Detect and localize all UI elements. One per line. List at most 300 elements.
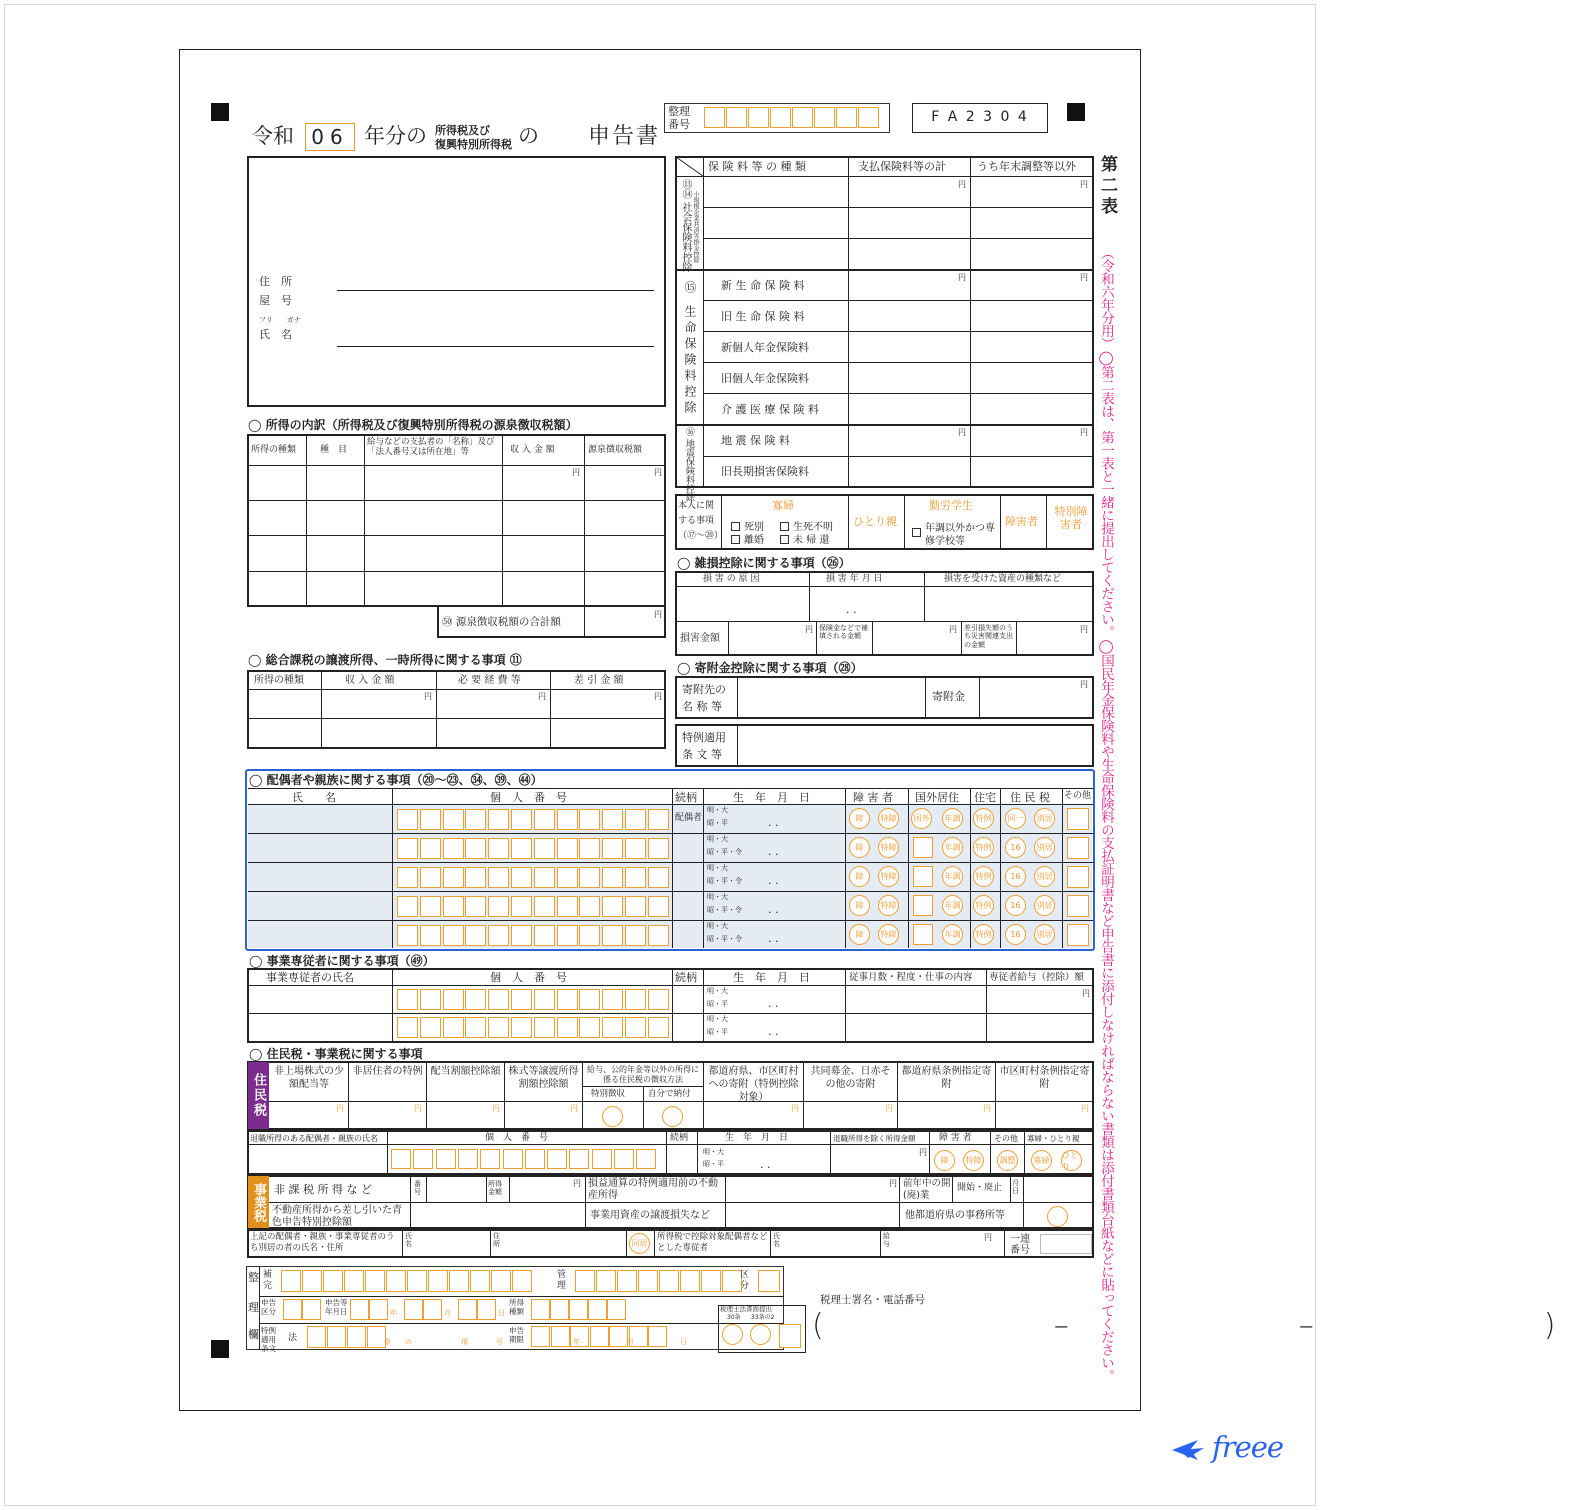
dep-abroad-cell[interactable]: [913, 924, 933, 945]
office-ko: 項: [461, 1338, 468, 1346]
office-day: 日: [498, 1309, 505, 1317]
check-missing[interactable]: 生死不明: [793, 522, 833, 533]
serial-field[interactable]: [1040, 1234, 1092, 1254]
rec-cell[interactable]: [648, 1326, 667, 1347]
disabled-option[interactable]: 障害者: [1005, 515, 1038, 528]
dep-number-cell[interactable]: [420, 896, 441, 917]
donation-title: ◯ 寄附金控除に関する事項（㉘）: [677, 661, 863, 675]
phone-field[interactable]: ( – – ): [812, 1308, 1577, 1343]
ret-h6: 障 害 者: [939, 1133, 972, 1143]
insurance-h2: 支払保険料等の計: [858, 160, 946, 173]
supp-cell[interactable]: [281, 1270, 301, 1292]
side-note: （令和六年分用）◯第二表は、第一表と一緒に提出してください。◯国民年金保険料や生命保険料の支払証明書など申告書に添付しなければならない書類は添付書類台紙などに貼ってください。: [1098, 246, 1114, 1382]
name-line[interactable]: [337, 346, 654, 347]
emp-number-cell[interactable]: [602, 989, 623, 1010]
dep-number-cell[interactable]: [397, 838, 418, 859]
yen-mark: 円: [654, 692, 662, 701]
dep-option-circle[interactable]: 障: [849, 837, 870, 858]
kind-cell[interactable]: [531, 1299, 550, 1320]
yen-mark: 円: [1080, 428, 1088, 437]
emp-number-cell[interactable]: [534, 989, 555, 1010]
app-div-cell[interactable]: [283, 1299, 302, 1320]
dep-number-cell[interactable]: [443, 925, 464, 946]
working-student-option[interactable]: 勤労学生: [929, 499, 973, 512]
diagonal-header-cell: [676, 157, 703, 176]
emp-number-cell[interactable]: [420, 1017, 441, 1038]
dep-number-cell[interactable]: [443, 896, 464, 917]
year-field[interactable]: 06: [305, 123, 355, 151]
dep-number-cell[interactable]: [488, 809, 509, 830]
shop-label: 屋 号: [259, 294, 292, 307]
dep-option-circle[interactable]: 16: [1005, 866, 1026, 887]
ret-h7: その他: [994, 1134, 1018, 1143]
ret-number-cell[interactable]: [480, 1149, 500, 1169]
mgmt-cell[interactable]: [596, 1270, 616, 1292]
dep-era2: 昭・平・令: [707, 906, 742, 914]
rec-cell[interactable]: [609, 1326, 628, 1347]
dep-number-cell[interactable]: [397, 925, 418, 946]
dep-option-circle[interactable]: 年調: [942, 837, 963, 858]
ret-h1: 退職所得のある配偶者・親族の氏名: [250, 1134, 378, 1143]
quake-row-2: 旧長期損害保険料: [721, 465, 809, 478]
dep-number-cell[interactable]: [465, 925, 486, 946]
dep-number-cell[interactable]: [511, 838, 532, 859]
yen-mark: 円: [791, 1104, 799, 1113]
dep-number-cell[interactable]: [648, 925, 669, 946]
dep-number-cell[interactable]: [511, 809, 532, 830]
special-collection-circle[interactable]: [602, 1106, 623, 1127]
tax-line1: 所得税及び: [435, 124, 490, 137]
dep-option-circle[interactable]: 特例: [973, 895, 994, 916]
law-cell[interactable]: [327, 1326, 346, 1348]
dep-number-cell[interactable]: [579, 838, 600, 859]
dep-number-cell[interactable]: [557, 838, 578, 859]
yen-mark: 円: [919, 1148, 927, 1157]
law-cell[interactable]: [347, 1326, 366, 1348]
dep-number-cell[interactable]: [557, 867, 578, 888]
biz-date: 月日: [1012, 1179, 1019, 1196]
art30-circle[interactable]: [722, 1324, 743, 1345]
spouse-rel: 配偶者: [675, 813, 703, 823]
dep-number-cell[interactable]: [443, 809, 464, 830]
serial-label: 一連番号: [1010, 1234, 1030, 1256]
n30: 30条: [727, 1314, 741, 1321]
dep-number-cell[interactable]: [443, 867, 464, 888]
seiri-cell[interactable]: [704, 107, 725, 128]
income-h5: 源泉徴収税額: [588, 445, 643, 455]
dep-number-cell[interactable]: [397, 867, 418, 888]
dep-h-birth: 生 年 月 日: [733, 791, 810, 804]
emp-number-cell[interactable]: [511, 989, 532, 1010]
dep-number-cell[interactable]: [420, 867, 441, 888]
self-pay-circle[interactable]: [662, 1106, 683, 1127]
insurance-fill-label: 保険金などで補填される金額: [819, 624, 868, 641]
dep-option-circle[interactable]: 障: [849, 924, 870, 945]
dep-number-cell[interactable]: [511, 925, 532, 946]
dep-number-cell[interactable]: [465, 809, 486, 830]
self-label: 本人に関する事項（⑰〜⑳）: [678, 501, 724, 541]
dep-number-cell[interactable]: [579, 809, 600, 830]
emp-number-cell[interactable]: [602, 1017, 623, 1038]
dep-era1: 明・大: [707, 864, 728, 872]
dep-option-circle[interactable]: 年調: [942, 866, 963, 887]
resident-col-header: 配当割額控除額: [430, 1066, 501, 1077]
yen-mark: 円: [1081, 1104, 1089, 1113]
supp-cell[interactable]: [512, 1270, 532, 1292]
seiri-cell[interactable]: [748, 107, 769, 128]
resident-col-header: 都道府県条例指定寄附: [901, 1066, 992, 1090]
supp-cell[interactable]: [491, 1270, 511, 1292]
accountant-label: 税理士署名・電話番号: [820, 1294, 925, 1306]
ret-number-cell[interactable]: [458, 1149, 478, 1169]
dep-option-circle[interactable]: 障: [849, 866, 870, 887]
dep-number-cell[interactable]: [648, 809, 669, 830]
dep-number-cell[interactable]: [579, 867, 600, 888]
ret-number-cell[interactable]: [547, 1149, 567, 1169]
single-parent-option[interactable]: ひとり親: [853, 515, 897, 528]
separate-tax-label: 所得税で控除対象配偶者などとした専従者: [657, 1232, 768, 1253]
dep-number-cell[interactable]: [443, 838, 464, 859]
dep-option-circle[interactable]: 特例: [973, 866, 994, 887]
dep-other-cell[interactable]: [1067, 808, 1089, 830]
yen-mark: 円: [1082, 989, 1090, 998]
transfer-h3: 必 要 経 費 等: [458, 675, 521, 686]
emp-number-cell[interactable]: [557, 1017, 578, 1038]
insurance-h3: うち年末調整等以外: [977, 160, 1076, 173]
title-mid: 年分の: [364, 124, 427, 148]
small-business-label: 小規模企業共済等掛金控除: [692, 191, 699, 263]
dep-other-cell[interactable]: [1067, 837, 1089, 859]
supp-cell[interactable]: [344, 1270, 364, 1292]
yen-mark: 円: [983, 1104, 991, 1113]
dep-option-circle[interactable]: 特障: [878, 808, 899, 829]
dep-option-circle[interactable]: 特障: [878, 924, 899, 945]
title-no: の: [518, 124, 539, 148]
dep-number-cell[interactable]: [534, 925, 555, 946]
rec-cell[interactable]: [590, 1326, 609, 1347]
dep-option-circle[interactable]: 16: [1005, 924, 1026, 945]
loss-label: 損害金額: [680, 633, 720, 644]
mgmt-cell[interactable]: [638, 1270, 658, 1292]
dep-option-circle[interactable]: 障: [849, 895, 870, 916]
ret-special-disabled-circle[interactable]: 特障: [963, 1150, 984, 1171]
dep-number-cell[interactable]: [534, 867, 555, 888]
supp-cell[interactable]: [302, 1270, 322, 1292]
ret-disabled-circle[interactable]: 障: [934, 1150, 955, 1171]
self-pay-label: 自分で納付: [648, 1089, 691, 1099]
dep-number-cell[interactable]: [602, 838, 623, 859]
supp-cell[interactable]: [365, 1270, 385, 1292]
ret-number-cell[interactable]: [636, 1149, 656, 1169]
dep-number-cell[interactable]: [579, 896, 600, 917]
office-month: 月: [444, 1309, 451, 1317]
app-div-cell[interactable]: [302, 1299, 321, 1320]
dep-other-cell[interactable]: [1067, 924, 1089, 946]
emp-dots: . .: [768, 1025, 779, 1038]
mgmt-cell[interactable]: [722, 1270, 742, 1292]
ret-number-cell[interactable]: [592, 1149, 612, 1169]
registration-mark: [211, 103, 229, 121]
ret-number-cell[interactable]: [569, 1149, 589, 1169]
emp-number-cell[interactable]: [625, 1017, 646, 1038]
dep-abroad-cell[interactable]: [913, 895, 933, 916]
kind-cell[interactable]: [588, 1299, 607, 1320]
mgmt-cell[interactable]: [659, 1270, 679, 1292]
dep-option-circle[interactable]: 別居: [1034, 895, 1055, 916]
office-row3: 欄: [248, 1328, 259, 1341]
check-divorce[interactable]: 離婚: [744, 535, 764, 546]
dep-option-circle[interactable]: 特障: [878, 866, 899, 887]
dep-number-cell[interactable]: [534, 838, 555, 859]
yen-mark: 円: [414, 1104, 422, 1113]
kind-cell[interactable]: [607, 1299, 626, 1320]
office-law: 法: [288, 1333, 298, 1343]
resident-tax-tag: 住民税: [248, 1062, 269, 1129]
mgmt-cell[interactable]: [701, 1270, 721, 1292]
donation-amount-label: 寄附金: [932, 690, 965, 703]
seiri-cell[interactable]: [858, 107, 879, 128]
dep-number-cell[interactable]: [579, 925, 600, 946]
office-no: の: [405, 1338, 412, 1346]
dep-number-cell[interactable]: [602, 809, 623, 830]
dep-option-circle[interactable]: 年調: [942, 808, 963, 829]
law-cell[interactable]: [307, 1326, 326, 1348]
donation-dest-label: 寄附先の名 称 等: [682, 683, 726, 713]
dep-number-cell[interactable]: [557, 925, 578, 946]
kind-cell[interactable]: [550, 1299, 569, 1320]
dep-number-cell[interactable]: [397, 809, 418, 830]
dep-number-cell[interactable]: [625, 896, 646, 917]
dep-number-cell[interactable]: [397, 896, 418, 917]
dep-number-cell[interactable]: [465, 838, 486, 859]
dep-option-circle[interactable]: 特例: [973, 808, 994, 829]
ret-number-cell[interactable]: [413, 1149, 433, 1169]
widow-option[interactable]: 寡婦: [772, 499, 794, 512]
dependents-section[interactable]: [245, 769, 1095, 951]
dep-number-cell[interactable]: [534, 896, 555, 917]
office-div-cell[interactable]: [758, 1270, 780, 1292]
dep-number-cell[interactable]: [488, 925, 509, 946]
supp-cell[interactable]: [386, 1270, 406, 1292]
separate-name: 氏名: [405, 1232, 412, 1249]
special-disabled-option[interactable]: 特別障害者: [1054, 505, 1088, 532]
separate-label: 上記の配偶者・親族・事業専従者のうち別居の者の氏名・住所: [250, 1232, 395, 1253]
dep-number-cell[interactable]: [557, 896, 578, 917]
resident-title: ◯ 住民税・事業税に関する事項: [249, 1047, 423, 1061]
emp-number-cell[interactable]: [465, 989, 486, 1010]
dep-number-cell[interactable]: [488, 838, 509, 859]
dep-number-cell[interactable]: [465, 867, 486, 888]
emp-h4: 生 年 月 日: [733, 971, 810, 984]
dep-number-cell[interactable]: [602, 925, 623, 946]
dep-abroad-cell[interactable]: [913, 837, 933, 858]
emp-number-cell[interactable]: [443, 989, 464, 1010]
ret-widow-circle[interactable]: 寡婦: [1031, 1150, 1052, 1171]
dep-option-circle[interactable]: 特障: [878, 895, 899, 916]
dep-option-circle[interactable]: 同一: [1005, 808, 1026, 829]
dep-number-cell[interactable]: [625, 867, 646, 888]
dep-number-cell[interactable]: [511, 867, 532, 888]
dep-number-cell[interactable]: [602, 867, 623, 888]
emp-number-cell[interactable]: [625, 989, 646, 1010]
dep-number-cell[interactable]: [420, 925, 441, 946]
dep-era1: 明・大: [707, 806, 728, 814]
emp-number-cell[interactable]: [579, 1017, 600, 1038]
seiri-cell[interactable]: [792, 107, 813, 128]
dep-option-circle[interactable]: 特例: [973, 924, 994, 945]
emp-number-cell[interactable]: [511, 1017, 532, 1038]
office-supp: 補完: [263, 1270, 273, 1291]
biz-open: 開始・廃止: [957, 1183, 1003, 1193]
freee-logo: [1170, 1428, 1290, 1476]
business-tax-tag: 事業税: [248, 1176, 269, 1228]
supp-cell[interactable]: [449, 1270, 469, 1292]
ret-number-cell[interactable]: [436, 1149, 456, 1169]
separate-name2: 氏名: [773, 1232, 780, 1249]
dep-h-rel: 続柄: [675, 791, 697, 804]
dep-option-circle[interactable]: 年調: [942, 895, 963, 916]
dep-number-cell[interactable]: [511, 896, 532, 917]
supp-cell[interactable]: [323, 1270, 343, 1292]
emp-number-cell[interactable]: [488, 989, 509, 1010]
dep-era2: 昭・平: [707, 819, 728, 827]
dep-abroad-cell[interactable]: [913, 866, 933, 887]
emp-number-cell[interactable]: [534, 1017, 555, 1038]
dep-number-cell[interactable]: [625, 925, 646, 946]
rec-cell[interactable]: [551, 1326, 570, 1347]
ret-dots: . .: [760, 1158, 771, 1171]
earthquake-label: ⑯ 地震保険料控除: [684, 427, 694, 502]
other-pref-circle[interactable]: [1047, 1206, 1068, 1227]
dep-option-circle[interactable]: 年調: [942, 924, 963, 945]
transfer-h4: 差 引 金 額: [574, 675, 624, 686]
supp-cell[interactable]: [470, 1270, 490, 1292]
ret-h2: 個 人 番 号: [485, 1133, 549, 1143]
dep-other-cell[interactable]: [1067, 866, 1089, 888]
income-h4: 収 入 金 額: [510, 445, 555, 455]
check-bereaved[interactable]: 死別: [744, 522, 764, 533]
dep-option-circle[interactable]: 特障: [878, 837, 899, 858]
dep-option-circle[interactable]: 別居: [1034, 808, 1055, 829]
address-label: 住 所: [259, 275, 292, 288]
resident-col-header: 非居住者の特例: [352, 1066, 423, 1077]
supp-cell[interactable]: [428, 1270, 448, 1292]
mgmt-cell[interactable]: [575, 1270, 595, 1292]
student-note[interactable]: 年調以外かつ専修学校等: [925, 523, 995, 547]
dep-option-circle[interactable]: 別居: [1034, 866, 1055, 887]
yen-mark: 円: [1080, 180, 1088, 189]
tax-note: 税理士法書面提出: [720, 1305, 772, 1313]
dep-number-cell[interactable]: [557, 809, 578, 830]
dep-option-circle[interactable]: 障: [849, 808, 870, 829]
ret-h8: 寡婦・ひとり親: [1027, 1134, 1080, 1143]
withholding-total-label: ㊿ 源泉徴収税額の合計額: [442, 616, 561, 628]
furigana-label: フリ ガナ: [259, 316, 301, 324]
kind-cell[interactable]: [569, 1299, 588, 1320]
biz-row2: 不動産所得から差し引いた青色申告特別控除額: [272, 1205, 402, 1228]
resident-col-header: 市区町村条例指定寄附: [999, 1066, 1090, 1090]
era-label: 令和: [252, 124, 294, 148]
dep-h-disabled: 障 害 者: [853, 791, 893, 804]
mgmt-cell[interactable]: [617, 1270, 637, 1292]
dep-number-cell[interactable]: [648, 896, 669, 917]
dep-abroad-circle[interactable]: 国外: [911, 808, 932, 829]
emp-number-cell[interactable]: [488, 1017, 509, 1038]
dep-option-circle[interactable]: 特例: [973, 837, 994, 858]
ret-number-cell[interactable]: [614, 1149, 634, 1169]
dep-option-circle[interactable]: 別居: [1034, 924, 1055, 945]
supp-cell[interactable]: [407, 1270, 427, 1292]
cohabit-circle[interactable]: 同居: [629, 1233, 650, 1254]
dep-h-resident: 住 民 税: [1010, 791, 1050, 804]
ret-adjust-circle[interactable]: 調整: [997, 1150, 1018, 1171]
dep-option-circle[interactable]: 16: [1005, 895, 1026, 916]
emp-number-cell[interactable]: [397, 1017, 418, 1038]
ret-single-circle[interactable]: ひとり: [1061, 1150, 1082, 1171]
accountant-cell[interactable]: [779, 1324, 801, 1348]
form-title: 申告書: [588, 124, 661, 149]
address-line[interactable]: [337, 290, 654, 291]
check-unreturned[interactable]: 未 帰 還: [793, 535, 830, 546]
dep-number-cell[interactable]: [488, 867, 509, 888]
emp-number-cell[interactable]: [648, 989, 669, 1010]
office-rec-y: 年: [573, 1338, 580, 1346]
dep-number-cell[interactable]: [602, 896, 623, 917]
dep-other-cell[interactable]: [1067, 895, 1089, 917]
dep-option-circle[interactable]: 16: [1005, 837, 1026, 858]
biz-pl: 損益通算の特例適用前の不動産所得: [588, 1178, 718, 1201]
mgmt-cell[interactable]: [680, 1270, 700, 1292]
life-row-1: 新 生 命 保 険 料: [721, 279, 805, 292]
seiri-cell[interactable]: [726, 107, 747, 128]
dependents-title: ◯ 配偶者や親族に関する事項（⑳〜㉓、㉞、㊴、㊹）: [249, 773, 543, 787]
emp-number-cell[interactable]: [579, 989, 600, 1010]
seiri-cell[interactable]: [836, 107, 857, 128]
dep-number-cell[interactable]: [534, 809, 555, 830]
dep-dots: . .: [768, 874, 779, 887]
dep-number-cell[interactable]: [625, 838, 646, 859]
emp-number-cell[interactable]: [557, 989, 578, 1010]
ret-number-cell[interactable]: [525, 1149, 545, 1169]
art33-circle[interactable]: [750, 1324, 771, 1345]
resident-col-header: 株式等譲渡所得割額控除額: [508, 1066, 579, 1090]
dep-number-cell[interactable]: [648, 867, 669, 888]
emp-number-cell[interactable]: [465, 1017, 486, 1038]
ret-number-cell[interactable]: [391, 1149, 411, 1169]
dep-number-cell[interactable]: [420, 838, 441, 859]
dep-number-cell[interactable]: [465, 896, 486, 917]
emp-number-cell[interactable]: [397, 989, 418, 1010]
emp-era1: 明・大: [707, 987, 728, 995]
rec-cell[interactable]: [531, 1326, 550, 1347]
dep-number-cell[interactable]: [488, 896, 509, 917]
yen-mark: 円: [984, 1233, 992, 1242]
emp-number-cell[interactable]: [420, 989, 441, 1010]
dep-number-cell[interactable]: [648, 838, 669, 859]
dep-dots: . .: [768, 845, 779, 858]
dep-number-cell[interactable]: [625, 809, 646, 830]
office-app-date: 申告等年月日: [325, 1298, 348, 1316]
seiri-cell[interactable]: [814, 107, 835, 128]
dep-option-circle[interactable]: 別居: [1034, 837, 1055, 858]
emp-number-cell[interactable]: [443, 1017, 464, 1038]
seiri-cell[interactable]: [770, 107, 791, 128]
dep-number-cell[interactable]: [420, 809, 441, 830]
biz-other-pref: 他都道府県の事務所等: [905, 1210, 1005, 1221]
office-row1: 整: [248, 1271, 259, 1284]
emp-number-cell[interactable]: [648, 1017, 669, 1038]
ret-number-cell[interactable]: [503, 1149, 523, 1169]
